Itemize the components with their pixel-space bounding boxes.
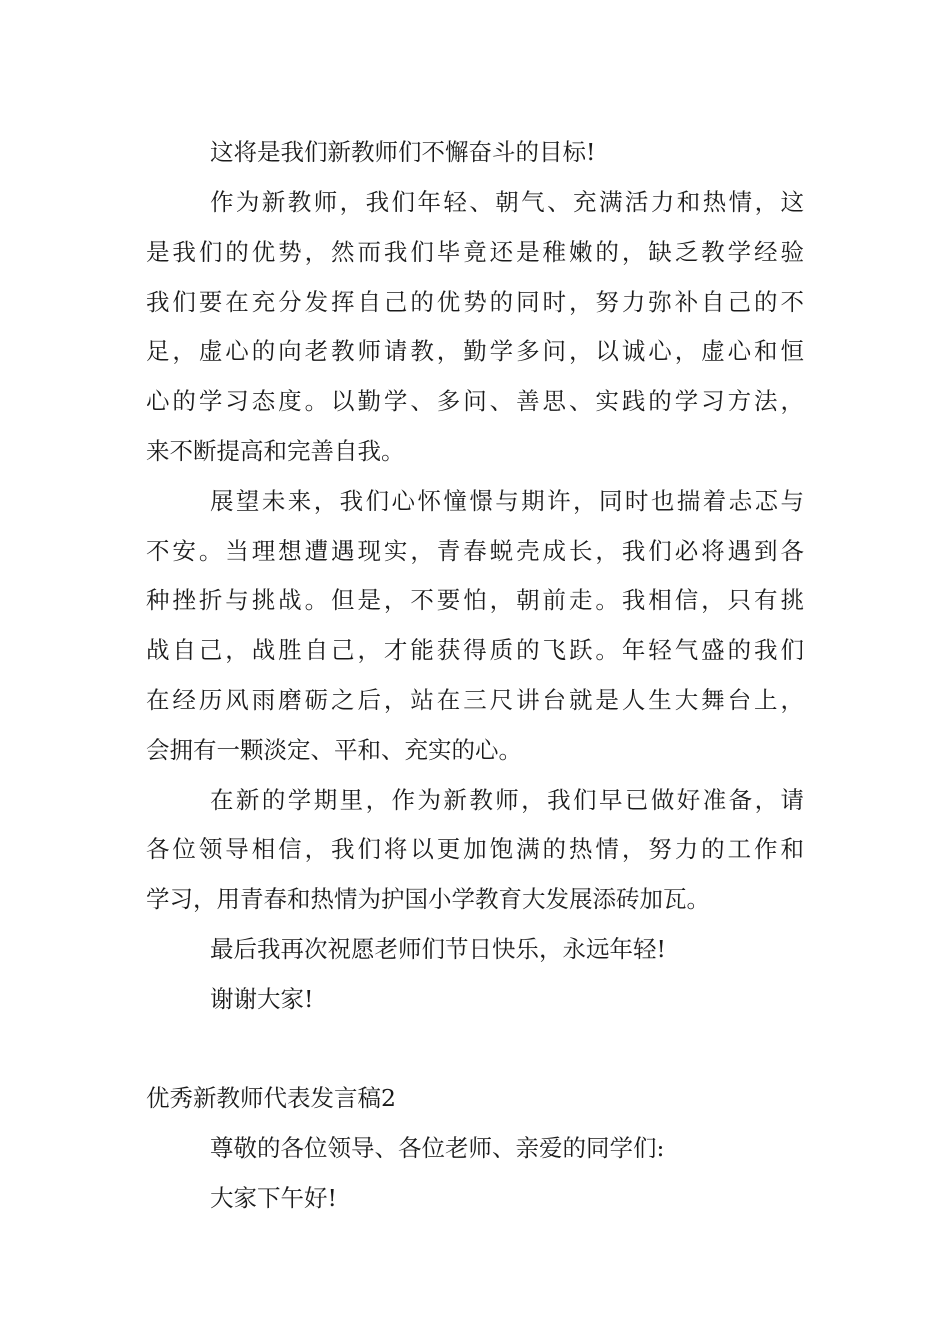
paragraph-line: 学习，用青春和热情为护国小学教育大发展添砖加瓦。	[146, 885, 710, 913]
salutation-line: 大家下午好!	[210, 1184, 337, 1212]
paragraph-line: 各位领导相信，我们将以更加饱满的热情，努力的工作和	[146, 835, 804, 863]
paragraph-line: 心的学习态度。以勤学、多问、善思、实践的学习方法，	[146, 387, 804, 415]
paragraph-line: 作为新教师，我们年轻、朝气、充满活力和热情，这	[210, 188, 804, 216]
paragraph-line: 在新的学期里，作为新教师，我们早已做好准备，请	[210, 786, 804, 814]
paragraph-line: 我们要在充分发挥自己的优势的同时，努力弥补自己的不	[146, 288, 804, 316]
paragraph-line: 这将是我们新教师们不懈奋斗的目标!	[210, 138, 596, 166]
paragraph-line: 展望未来，我们心怀憧憬与期许，同时也揣着忐忑与	[210, 487, 804, 515]
paragraph-line: 种挫折与挑战。但是，不要怕，朝前走。我相信，只有挑	[146, 586, 804, 614]
paragraph-line: 是我们的优势，然而我们毕竟还是稚嫩的，缺乏教学经验	[146, 238, 804, 266]
paragraph-line: 足，虚心的向老教师请教，勤学多问，以诚心，虚心和恒	[146, 337, 804, 365]
section-title: 优秀新教师代表发言稿2	[146, 1084, 396, 1112]
paragraph-line: 来不断提高和完善自我。	[146, 437, 405, 465]
paragraph-line: 最后我再次祝愿老师们节日快乐，永远年轻!	[210, 935, 666, 963]
paragraph-line: 会拥有一颗淡定、平和、充实的心。	[146, 736, 522, 764]
paragraph-line: 不安。当理想遭遇现实，青春蜕壳成长，我们必将遇到各	[146, 537, 804, 565]
greeting-line: 尊敬的各位领导、各位老师、亲爱的同学们:	[210, 1134, 665, 1162]
paragraph-line: 在经历风雨磨砺之后，站在三尺讲台就是人生大舞台上，	[146, 686, 804, 714]
paragraph-line: 战自己，战胜自己，才能获得质的飞跃。年轻气盛的我们	[146, 636, 804, 664]
paragraph-line: 谢谢大家!	[210, 985, 314, 1013]
